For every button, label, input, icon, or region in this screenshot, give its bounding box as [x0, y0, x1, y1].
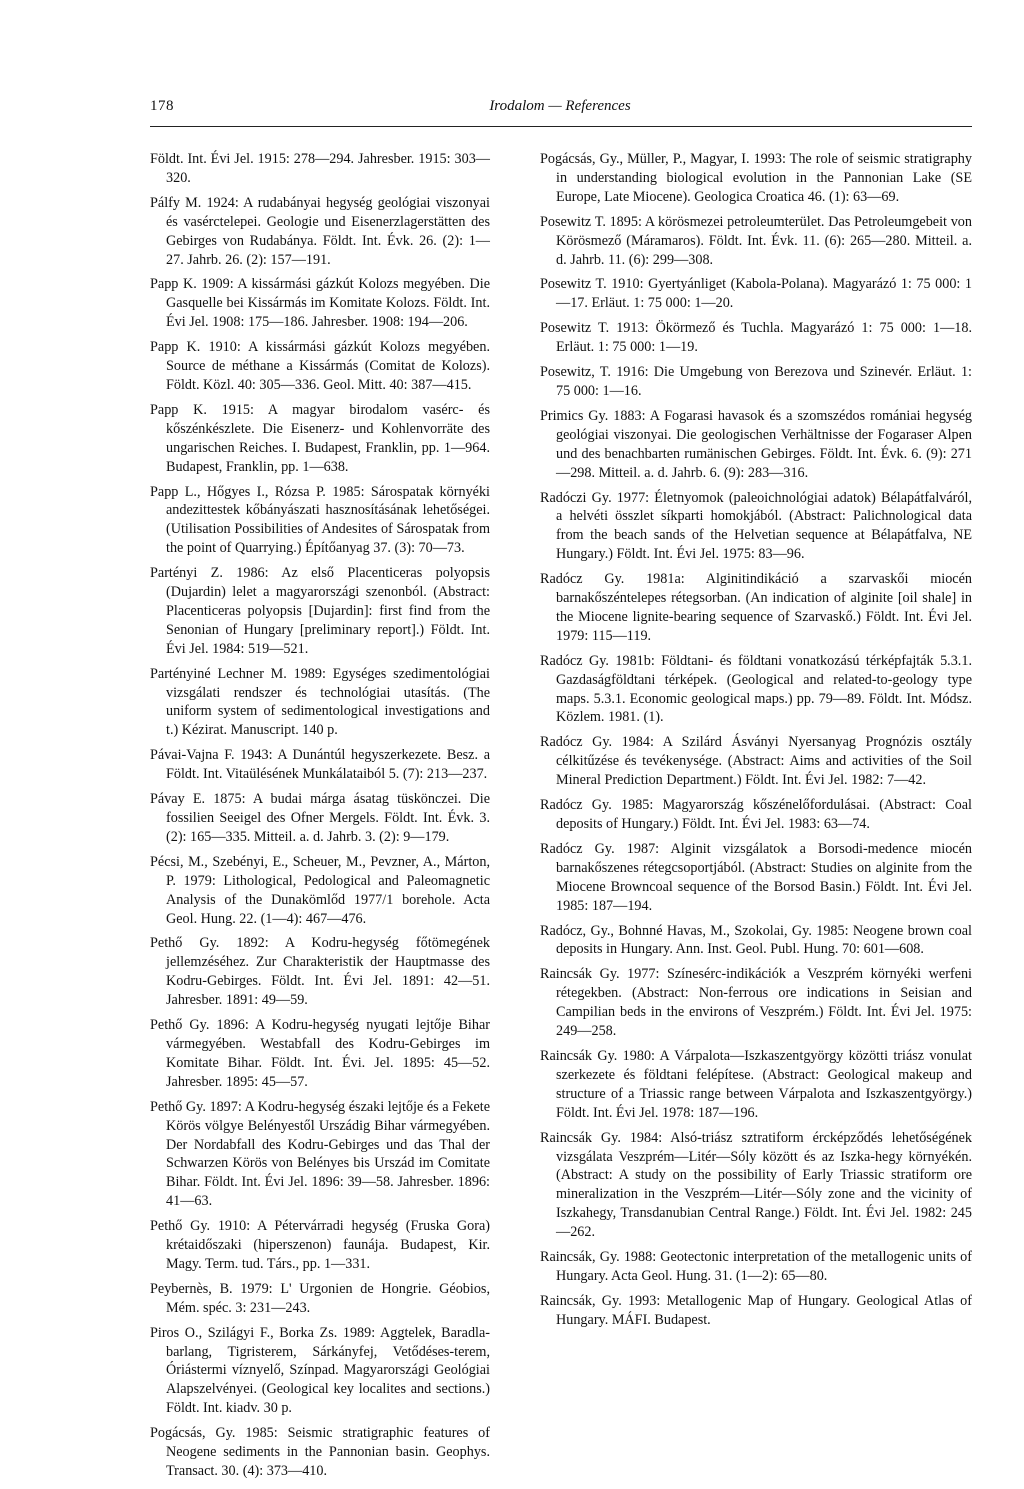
- reference-entry: Pethő Gy. 1910: A Pétervárradi hegység (Fruska Gora) krétaidőszaki (hiperszenon) faunája. Budapest, Kir. Magy. Term. tud. Társ., pp. 1—331.: [150, 1218, 490, 1272]
- reference-entry: Papp K. 1909: A kissármási gázkút Kolozs megyében. Die Gasquelle bei Kissármás im Komitate Kolozs. Földt. Int. Évi Jel. 1908: 175—186. Jahresber. 1908: 194—206.: [150, 276, 490, 331]
- reference-entry: Pethő Gy. 1896: A Kodru-hegység nyugati lejtője Bihar vármegyében. Westabfall des Kodru-Gebirges im Komitate Bihar. Földt. Int. Évi. Jel. 1895: 45—52. Jahresber. 1895: 45—57.: [150, 1017, 490, 1090]
- reference-entry: Földt. Int. Évi Jel. 1915: 278—294. Jahresber. 1915: 303—320.: [150, 151, 490, 186]
- reference-entry: Posewitz, T. 1916: Die Umgebung von Berezova und Szinevér. Erläut. 1: 75 000: 1—16.: [540, 364, 972, 399]
- reference-entry: Radócz Gy. 1985: Magyarország kőszénelőfordulásai. (Abstract: Coal deposits of Hungary.) Földt. Int. Évi Jel. 1983: 63—74.: [540, 797, 972, 832]
- reference-entry: Raincsák Gy. 1984: Alsó-triász sztratiform ércképződés lehetőségének vizsgálata Veszprém—Litér—Sóly között és az Iszka-hegy környékén. (Abstract: A study on the possibility of Early Triassic stratiform ore mineralization in the Veszprém—Litér—Sóly zone and the vicinity of Iszkahegy, Transdanubian Central Range.) Földt. Int. Évi Jel. 1982: 245—262.: [540, 1129, 972, 1241]
- reference-entry: Radócz Gy. 1981a: Alginitindikáció a szarvaskői miocén barnakőszéntelepes rétegsorban. (An indication of alginite [oil shale] in the Miocene lignite-bearing sequence of Szarvaskő.) Földt. Int. Évi Jel. 1979: 115—119.: [540, 571, 972, 644]
- reference-entry: Radócz Gy. 1981b: Földtani- és földtani vonatkozású térképfajták 5.3.1. Gazdaságföldtani térképek. (Geological and related-to-geology type maps. 5.3.1. Economic geological maps.) pp. 79—89. Földt. Int. Módsz. Közlem. 1981. (1).: [540, 652, 972, 726]
- reference-entry: Partényi Z. 1986: Az első Placenticeras polyopsis (Dujardin) lelet a magyarországi szenonból. (Abstract: Placenticeras polyopsis [Dujardin]: first find from the Senonian of Hungary [preliminary report].) Földt. Int. Évi Jel. 1984: 519—521.: [150, 565, 490, 657]
- reference-entry: Raincsák Gy. 1977: Színesérc-indikációk a Veszprém környéki werfeni rétegekben. (Abstract: Non-ferrous ore indications in Seisian and Campilian beds in the environs of Veszprém.) Földt. Int. Évi Jel. 1975: 249—258.: [540, 966, 972, 1040]
- reference-entry: Pogácsás, Gy. 1985: Seismic stratigraphic features of Neogene sediments in the Pannonian basin. Geophys. Transact. 30. (4): 373—410.: [150, 1425, 490, 1479]
- reference-entry: Peybernès, B. 1979: L' Urgonien de Hongrie. Géobios, Mém. spéc. 3: 231—243.: [150, 1280, 490, 1316]
- reference-entry: Radócz Gy. 1984: A Szilárd Ásványi Nyersanyag Prognózis osztály célkitűzése és tevékenysége. (Abstract: Aims and activities of the Soil Mineral Prediction Department.) Földt. Int. Évi Jel. 1982: 7—42.: [540, 734, 972, 789]
- reference-entry: Posewitz T. 1895: A körösmezei petroleumterület. Das Petroleumgebeit von Körösmező (Máramaros). Földt. Int. Évk. 11. (6): 265—280. Mitteil. a. d. Jahrb. 11. (6): 299—308.: [540, 213, 972, 268]
- reference-entry: Radócz Gy. 1987: Alginit vizsgálatok a Borsodi-medence miocén barnakőszenes rétegcsoportjából. (Abstract: Studies on alginite from the Miocene Browncoal sequence of the Borsod Basin.) Földt. Int. Évi Jel. 1985: 187—194.: [540, 840, 972, 914]
- reference-entry: Pogácsás, Gy., Müller, P., Magyar, I. 1993: The role of seismic stratigraphy in understanding biological evolution in the Pannonian Lake (SE Europe, Late Miocene). Geologica Croatica 46. (1): 63—69.: [540, 151, 972, 205]
- running-head: Irodalom — References: [489, 98, 631, 114]
- reference-entry: Primics Gy. 1883: A Fogarasi havasok és a szomszédos romániai hegység geológiai viszonyai. Die geologischen Verhältnisse der Fogaraser Alpen und des benachbarten rumänischen Gebirges. Földt. Int. Évk. 6. (9): 271—298. Mitteil. a. d. Jahrb. 6. (9): 283—316.: [540, 407, 972, 481]
- right-column: [540, 150, 972, 1336]
- reference-entry: Posewitz T. 1913: Ökörmező és Tuchla. Magyarázó 1: 75 000: 1—18. Erläut. 1: 75 000: 1—19.: [540, 320, 972, 356]
- reference-entry: Pávay E. 1875: A budai márga ásatag tüskönczei. Die fossilien Seeigel des Ofner Mergels. Földt. Int. Évk. 3. (2): 165—335. Mitteil. a. d. Jahrb. 3. (2): 9—179.: [150, 791, 490, 845]
- reference-entry: Raincsák, Gy. 1988: Geotectonic interpretation of the metallogenic units of Hungary. Acta Geol. Hung. 31. (1—2): 65—80.: [540, 1249, 972, 1284]
- reference-entry: Radócz, Gy., Bohnné Havas, M., Szokolai, Gy. 1985: Neogene brown coal deposits in Hungary. Ann. Inst. Geol. Publ. Hung. 70: 601—608.: [540, 922, 972, 958]
- reference-entry: Raincsák Gy. 1980: A Várpalota—Iszkaszentgyörgy közötti triász vonulat szerkezete és földtani felépítese. (Abstract: Geological makeup and structure of a Triassic range between Várpalota and Iszkaszentgyörgy.) Földt. Int. Évi Jel. 1978: 187—196.: [540, 1047, 972, 1121]
- page-number: 178: [150, 98, 174, 114]
- reference-entry: Pávai-Vajna F. 1943: A Dunántúl hegyszerkezete. Besz. a Földt. Int. Vitaülésének Munkálataiból 5. (7): 213—237.: [150, 747, 490, 783]
- reference-entry: Pécsi, M., Szebényi, E., Scheuer, M., Pevzner, A., Márton, P. 1979: Lithological, Pedological and Paleomagnetic Analysis of the Dunakömlőd 1977/1 borehole. Acta Geol. Hung. 22. (1—4): 467—476.: [150, 853, 490, 927]
- page-header: [150, 98, 970, 128]
- reference-entry: Piros O., Szilágyi F., Borka Zs. 1989: Aggtelek, Baradla-barlang, Tigristerem, Sárkányfej, Vetődéses-terem, Óriástermi víznyelő, Színpad. Magyarországi Geológiai Alapszelvényei. (Geological key localites and sections.) Földt. Int. kiadv. 30 p.: [150, 1324, 490, 1417]
- reference-entry: Papp L., Hőgyes I., Rózsa P. 1985: Sárospatak környéki andezittestek kőbányászati hasznosításának lehetőségei. (Utilisation Possibilities of Andesites of Sárospatak from the point of Quarrying.) Építőanyag 37. (3): 70—73.: [150, 483, 490, 557]
- reference-entry: Pálfy M. 1924: A rudabányai hegység geológiai viszonyai és vasérctelepei. Geologie und Eisenerzlagerstätten des Gebirges von Rudabánya. Földt. Int. Évk. 26. (2): 1—27. Jahrb. 26. (2): 157—191.: [150, 194, 490, 268]
- reference-entry: Pethő Gy. 1897: A Kodru-hegység északi lejtője és a Fekete Körös völgye Belényestől Urszádig Bihar vármegyében. Der Nordabfall des Kodru-Gebirges und das Thal der Schwarzen Körös von Belényes bis Urszád im Comitate Bihar. Földt. Int. Évi Jel. 1896: 39—58. Jahresber. 1896: 41—63.: [150, 1098, 490, 1210]
- left-column: [150, 150, 490, 1487]
- reference-entry: Partényiné Lechner M. 1989: Egységes szedimentológiai vizsgálati rendszer és technológiai utasítás. (The uniform system of sedimentological investigations and t.) Kézirat. Manuscript. 140 p.: [150, 665, 490, 739]
- reference-entry: Papp K. 1915: A magyar birodalom vasérc- és kőszénkészlete. Die Eisenerz- und Kohlenvorräte des ungarischen Reiches. I. Budapest, Franklin, pp. 1—964. Budapest, Franklin, pp. 1—638.: [150, 401, 490, 475]
- reference-entry: Pethő Gy. 1892: A Kodru-hegység főtömegének jellemzéséhez. Zur Charakteristik der Hauptmasse des Kodru-Gebirges. Földt. Int. Évi Jel. 1891: 42—51. Jahresber. 1891: 49—59.: [150, 935, 490, 1009]
- reference-entry: Posewitz T. 1910: Gyertyánliget (Kabola-Polana). Magyarázó 1: 75 000: 1—17. Erläut. 1: 75 000: 1—20.: [540, 276, 972, 312]
- header-rule: [150, 126, 972, 127]
- reference-entry: Radóczi Gy. 1977: Életnyomok (paleoichnológiai adatok) Bélapátfalváról, a helvéti összlet síkparti homokjából. (Abstract: Palichnological data from the beach sands of the Helvetian sequence at Bélapátfalva, NE Hungary.) Földt. Int. Évi Jel. 1975: 83—96.: [540, 489, 972, 563]
- reference-entry: Raincsák, Gy. 1993: Metallogenic Map of Hungary. Geological Atlas of Hungary. MÁFI. Budapest.: [540, 1292, 972, 1328]
- reference-entry: Papp K. 1910: A kissármási gázkút Kolozs megyében. Source de méthane a Kissármás (Comitat de Kolozs). Földt. Közl. 40: 305—336. Geol. Mitt. 40: 387—415.: [150, 339, 490, 393]
